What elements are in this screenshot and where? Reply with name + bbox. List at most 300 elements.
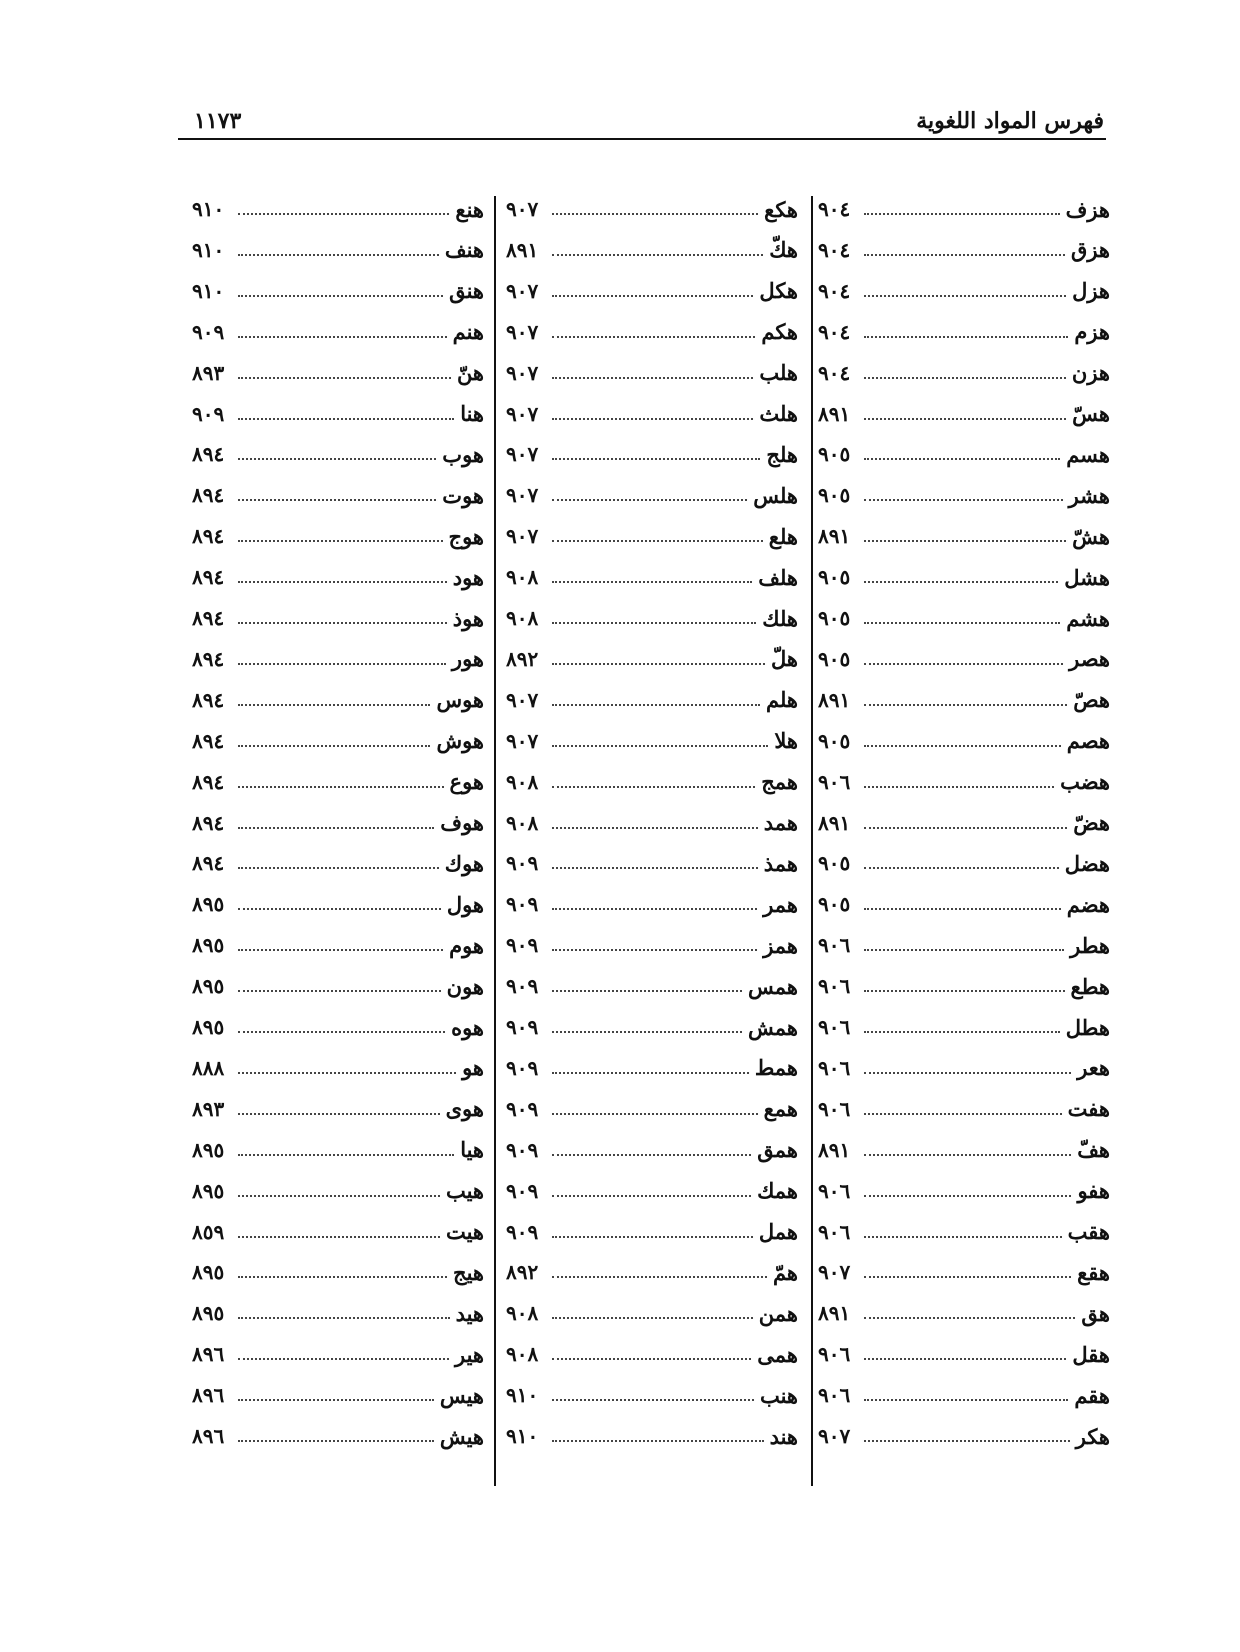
entry-word: هفت bbox=[1067, 1096, 1110, 1122]
entry-word: هشّ bbox=[1072, 523, 1110, 549]
index-entry bbox=[818, 358, 1110, 388]
entry-word: هوت bbox=[442, 482, 484, 508]
dot-leader bbox=[552, 704, 760, 706]
dot-leader bbox=[238, 418, 454, 420]
index-entry bbox=[506, 235, 798, 265]
entry-word: هطل bbox=[1065, 1014, 1110, 1040]
entry-page-number: ٩٠٩ bbox=[192, 401, 225, 426]
entry-word: هسم bbox=[1066, 441, 1110, 467]
dot-leader bbox=[552, 1072, 749, 1074]
index-entry bbox=[818, 1217, 1110, 1247]
index-entry bbox=[192, 276, 484, 306]
index-entry bbox=[818, 1298, 1110, 1328]
entry-word: هعر bbox=[1077, 1055, 1110, 1081]
entry-page-number: ٩٠٨ bbox=[506, 810, 539, 835]
entry-word: هضب bbox=[1060, 769, 1110, 795]
index-entry bbox=[506, 767, 798, 797]
entry-page-number: ٩٠٦ bbox=[818, 974, 851, 999]
entry-page-number: ٩٠٥ bbox=[818, 851, 851, 876]
index-entry bbox=[192, 562, 484, 592]
dot-leader bbox=[864, 745, 1061, 747]
entry-page-number: ٨٩١ bbox=[818, 810, 851, 835]
dot-leader bbox=[238, 1440, 434, 1442]
entry-word: همش bbox=[748, 1014, 798, 1040]
dot-leader bbox=[864, 1195, 1071, 1197]
dot-leader bbox=[864, 1154, 1071, 1156]
index-entry bbox=[818, 480, 1110, 510]
entry-word: همذ bbox=[763, 850, 798, 876]
index-entry bbox=[192, 399, 484, 429]
entry-page-number: ٨٩٤ bbox=[192, 851, 225, 876]
dot-leader bbox=[238, 1072, 456, 1074]
index-entry bbox=[818, 521, 1110, 551]
index-entry bbox=[818, 848, 1110, 878]
entry-word: هضّ bbox=[1073, 810, 1110, 835]
entry-page-number: ٨٩٥ bbox=[192, 1015, 225, 1039]
dot-leader bbox=[552, 336, 755, 338]
dot-leader bbox=[864, 949, 1064, 951]
entry-page-number: ٩٠٦ bbox=[818, 1219, 851, 1244]
entry-word: هنا bbox=[460, 401, 484, 426]
entry-page-number: ٩٠٨ bbox=[506, 606, 539, 630]
dot-leader bbox=[864, 499, 1063, 501]
index-entry bbox=[818, 889, 1110, 919]
entry-page-number: ٨٩٤ bbox=[192, 810, 225, 835]
index-entry bbox=[192, 521, 484, 551]
entry-page-number: ٩٠٥ bbox=[818, 483, 851, 508]
index-entry bbox=[192, 480, 484, 510]
entry-word: هشل bbox=[1064, 564, 1110, 590]
index-entry bbox=[506, 1053, 798, 1083]
dot-leader bbox=[238, 949, 443, 951]
dot-leader bbox=[238, 786, 444, 788]
entry-page-number: ٩٠٧ bbox=[506, 197, 539, 221]
entry-page-number: ٩٠٥ bbox=[818, 892, 851, 917]
index-entry bbox=[818, 1176, 1110, 1206]
entry-word: هنق bbox=[449, 278, 484, 304]
entry-page-number: ٩٠٦ bbox=[818, 1015, 851, 1039]
entry-word: همك bbox=[757, 1178, 798, 1204]
entry-page-number: ٩٠٧ bbox=[506, 278, 539, 303]
entry-page-number: ٩٠٧ bbox=[818, 1424, 851, 1448]
dot-leader bbox=[552, 786, 755, 788]
entry-word: هلس bbox=[753, 482, 798, 508]
entry-page-number: ٩٠٦ bbox=[818, 933, 851, 958]
index-entry bbox=[192, 930, 484, 960]
entry-page-number: ٨٩٣ bbox=[192, 360, 225, 385]
entry-word: هشر bbox=[1068, 482, 1110, 508]
entry-word: هلم bbox=[765, 687, 798, 713]
dot-leader bbox=[238, 663, 446, 665]
entry-page-number: ٩٠٩ bbox=[506, 1137, 539, 1162]
entry-page-number: ٨٩١ bbox=[818, 687, 851, 712]
entry-page-number: ٩٠٦ bbox=[818, 1383, 851, 1408]
dot-leader bbox=[552, 1276, 767, 1278]
dot-leader bbox=[238, 540, 443, 542]
dot-leader bbox=[552, 458, 760, 460]
dot-leader bbox=[552, 418, 753, 420]
entry-word: هقب bbox=[1067, 1219, 1110, 1244]
index-entry bbox=[192, 1217, 484, 1247]
index-entry bbox=[192, 1135, 484, 1165]
entry-page-number: ٨٩٦ bbox=[192, 1383, 225, 1408]
index-entry bbox=[506, 1012, 798, 1042]
entry-word: هزم bbox=[1074, 319, 1110, 345]
entry-page-number: ٩٠٤ bbox=[818, 278, 851, 303]
entry-page-number: ٩٠٦ bbox=[818, 1055, 851, 1080]
dot-leader bbox=[864, 990, 1065, 992]
index-entry bbox=[506, 644, 798, 674]
entry-page-number: ٨٩١ bbox=[818, 401, 851, 426]
entry-word: هنف bbox=[444, 237, 484, 263]
dot-leader bbox=[552, 1113, 758, 1115]
entry-page-number: ٩٠٨ bbox=[506, 1301, 539, 1326]
dot-leader bbox=[238, 990, 441, 992]
dot-leader bbox=[238, 1113, 440, 1115]
entry-word: هيد bbox=[455, 1300, 484, 1326]
index-entry bbox=[506, 1257, 798, 1287]
index-entry bbox=[506, 439, 798, 469]
entry-word: هند bbox=[769, 1423, 798, 1449]
index-entry bbox=[506, 521, 798, 551]
entry-word: هوع bbox=[449, 769, 484, 795]
index-entry bbox=[818, 767, 1110, 797]
entry-word: هزف bbox=[1065, 196, 1110, 222]
entry-word: همى bbox=[757, 1341, 798, 1367]
dot-leader bbox=[552, 1399, 754, 1401]
entry-word: همط bbox=[754, 1055, 798, 1081]
entry-word: همز bbox=[763, 932, 798, 958]
dot-leader bbox=[552, 1195, 751, 1197]
entry-word: هيج bbox=[453, 1259, 484, 1285]
page-number: ١١٧٣ bbox=[194, 108, 242, 134]
index-entry bbox=[192, 358, 484, 388]
entry-page-number: ٩١٠ bbox=[506, 1383, 539, 1408]
entry-page-number: ٨٩٤ bbox=[192, 565, 225, 590]
dot-leader bbox=[552, 949, 757, 951]
entry-page-number: ٩٠٤ bbox=[818, 197, 851, 221]
entry-word: هقع bbox=[1077, 1259, 1110, 1285]
dot-leader bbox=[864, 1236, 1062, 1238]
entry-page-number: ٨٩٥ bbox=[192, 933, 225, 958]
entry-word: همل bbox=[758, 1219, 798, 1244]
index-entry bbox=[192, 889, 484, 919]
dot-leader bbox=[552, 908, 757, 910]
dot-leader bbox=[864, 336, 1068, 338]
dot-leader bbox=[238, 1154, 454, 1156]
index-entry bbox=[506, 562, 798, 592]
dot-leader bbox=[238, 908, 441, 910]
entry-page-number: ٩٠٥ bbox=[818, 565, 851, 590]
entry-word: هصر bbox=[1069, 646, 1110, 672]
dot-leader bbox=[238, 867, 439, 869]
entry-word: هير bbox=[455, 1341, 484, 1367]
entry-word: هصّ bbox=[1073, 687, 1110, 713]
entry-word: همن bbox=[758, 1300, 798, 1326]
index-entry bbox=[192, 767, 484, 797]
dot-leader bbox=[864, 704, 1067, 706]
entry-page-number: ٨٩٦ bbox=[192, 1424, 225, 1448]
entry-word: هود bbox=[452, 564, 484, 590]
dot-leader bbox=[238, 458, 436, 460]
index-entry bbox=[506, 317, 798, 347]
entry-page-number: ٨٩٥ bbox=[192, 892, 225, 917]
entry-page-number: ٩٠٥ bbox=[818, 606, 851, 630]
entry-page-number: ٨٩١ bbox=[818, 524, 851, 549]
entry-page-number: ٨٩١ bbox=[506, 237, 539, 262]
entry-word: هصم bbox=[1066, 728, 1110, 754]
entry-word: هطر bbox=[1070, 932, 1110, 958]
entry-word: هوف bbox=[440, 810, 484, 835]
entry-page-number: ٨٩٤ bbox=[192, 606, 225, 630]
entry-page-number: ٩٠٧ bbox=[506, 728, 539, 753]
entry-word: هسّ bbox=[1072, 401, 1110, 426]
index-entry bbox=[192, 1339, 484, 1369]
dot-leader bbox=[552, 663, 765, 665]
entry-page-number: ٩٠٤ bbox=[818, 319, 851, 344]
entry-word: هلب bbox=[759, 360, 798, 386]
entry-word: هنم bbox=[452, 319, 484, 345]
dot-leader bbox=[238, 745, 430, 747]
index-entry bbox=[506, 1094, 798, 1124]
entry-page-number: ٩٠٩ bbox=[506, 1178, 539, 1203]
entry-word: هيش bbox=[439, 1423, 484, 1449]
index-entry bbox=[818, 1257, 1110, 1287]
entry-page-number: ٩١٠ bbox=[192, 237, 225, 262]
dot-leader bbox=[552, 499, 747, 501]
entry-word: همع bbox=[763, 1096, 798, 1122]
entry-page-number: ٩٠٧ bbox=[506, 319, 539, 344]
index-entry bbox=[818, 726, 1110, 756]
entry-page-number: ٩٠٧ bbox=[506, 360, 539, 385]
entry-page-number: ٨٩٥ bbox=[192, 974, 225, 999]
index-column-middle bbox=[506, 194, 798, 1484]
entry-page-number: ٩٠٩ bbox=[506, 851, 539, 876]
index-entry bbox=[818, 317, 1110, 347]
entry-page-number: ٩٠٨ bbox=[506, 565, 539, 590]
entry-page-number: ٩٠٩ bbox=[506, 933, 539, 958]
dot-leader bbox=[864, 1399, 1068, 1401]
dot-leader bbox=[552, 540, 763, 542]
entry-word: هلث bbox=[759, 401, 798, 426]
index-entry bbox=[192, 644, 484, 674]
dot-leader bbox=[864, 458, 1060, 460]
dot-leader bbox=[864, 1358, 1066, 1360]
index-entry bbox=[818, 194, 1110, 224]
entry-word: هوذ bbox=[452, 605, 484, 631]
index-entry bbox=[506, 930, 798, 960]
dot-leader bbox=[552, 867, 758, 869]
dot-leader bbox=[238, 1317, 450, 1319]
index-entry bbox=[506, 726, 798, 756]
entry-page-number: ٨٩٤ bbox=[192, 646, 225, 671]
entry-word: هكع bbox=[764, 196, 798, 222]
index-entry bbox=[818, 235, 1110, 265]
entry-page-number: ٩٠٧ bbox=[506, 442, 539, 467]
index-column-right bbox=[818, 194, 1110, 1484]
entry-word: هيت bbox=[445, 1219, 484, 1244]
entry-page-number: ٩٠٧ bbox=[506, 483, 539, 508]
entry-word: هيب bbox=[445, 1178, 484, 1204]
dot-leader bbox=[864, 254, 1065, 256]
index-entry bbox=[506, 1298, 798, 1328]
index-entry bbox=[192, 1298, 484, 1328]
index-entry bbox=[192, 194, 484, 224]
dot-leader bbox=[864, 213, 1060, 215]
index-entry bbox=[192, 1094, 484, 1124]
index-entry bbox=[818, 1421, 1110, 1451]
entry-page-number: ٩٠٨ bbox=[506, 1342, 539, 1367]
index-entry bbox=[506, 603, 798, 633]
entry-word: هلا bbox=[774, 728, 798, 754]
dot-leader bbox=[864, 622, 1060, 624]
entry-word: همق bbox=[757, 1137, 798, 1163]
entry-page-number: ٨٩٤ bbox=[192, 524, 225, 549]
dot-leader bbox=[864, 1113, 1062, 1115]
entry-word: هنع bbox=[455, 196, 484, 222]
dot-leader bbox=[552, 1440, 764, 1442]
entry-word: هكم bbox=[761, 319, 798, 345]
entry-page-number: ٩٠٦ bbox=[818, 1342, 851, 1367]
index-entry bbox=[818, 1094, 1110, 1124]
index-entry bbox=[506, 848, 798, 878]
entry-page-number: ٩٠٩ bbox=[506, 1096, 539, 1121]
entry-word: هوش bbox=[436, 728, 484, 754]
dot-leader bbox=[238, 827, 434, 829]
index-entry bbox=[506, 358, 798, 388]
entry-page-number: ٩٠٧ bbox=[818, 1260, 851, 1285]
entry-page-number: ٩٠٧ bbox=[506, 687, 539, 712]
index-entry bbox=[192, 1012, 484, 1042]
entry-page-number: ٨٩٦ bbox=[192, 1342, 225, 1367]
entry-page-number: ٨٩١ bbox=[818, 1137, 851, 1162]
entry-word: هلك bbox=[762, 605, 798, 631]
entry-page-number: ٨٩٣ bbox=[192, 1096, 225, 1121]
page-header bbox=[178, 108, 1106, 140]
entry-word: هزق bbox=[1071, 237, 1110, 263]
entry-word: هضم bbox=[1066, 891, 1110, 917]
entry-page-number: ٩٠٤ bbox=[818, 360, 851, 385]
entry-page-number: ٨٩٥ bbox=[192, 1178, 225, 1203]
entry-page-number: ٨٩٤ bbox=[192, 769, 225, 794]
entry-word: هفو bbox=[1077, 1178, 1110, 1204]
index-entry bbox=[192, 685, 484, 715]
dot-leader bbox=[864, 867, 1059, 869]
dot-leader bbox=[238, 254, 439, 256]
dot-leader bbox=[864, 418, 1066, 420]
entry-word: هزل bbox=[1072, 278, 1110, 304]
entry-page-number: ٨٩٤ bbox=[192, 483, 225, 508]
entry-page-number: ٨٩٢ bbox=[506, 646, 539, 671]
entry-page-number: ٩٠٩ bbox=[506, 892, 539, 917]
index-entry bbox=[506, 1176, 798, 1206]
entry-page-number: ٩٠٩ bbox=[506, 1219, 539, 1244]
dot-leader bbox=[238, 499, 436, 501]
dot-leader bbox=[552, 1236, 753, 1238]
entry-word: هيا bbox=[460, 1137, 484, 1163]
index-entry bbox=[506, 276, 798, 306]
dot-leader bbox=[552, 827, 758, 829]
entry-page-number: ٨٩٤ bbox=[192, 442, 225, 467]
index-entry bbox=[818, 1380, 1110, 1410]
entry-word: هنّ bbox=[456, 360, 484, 386]
dot-leader bbox=[238, 1236, 440, 1238]
dot-leader bbox=[864, 1317, 1075, 1319]
index-entry bbox=[818, 1339, 1110, 1369]
index-entry bbox=[192, 1380, 484, 1410]
entry-word: هكّ bbox=[769, 237, 798, 263]
page-title: فهرس المواد اللغوية bbox=[916, 108, 1104, 134]
dot-leader bbox=[238, 336, 447, 338]
entry-word: هطع bbox=[1070, 973, 1110, 999]
entry-page-number: ٩٠٦ bbox=[818, 1178, 851, 1203]
index-column-left bbox=[192, 194, 484, 1484]
dot-leader bbox=[238, 377, 451, 379]
entry-page-number: ٩٠٧ bbox=[506, 401, 539, 426]
dot-leader bbox=[552, 254, 763, 256]
entry-page-number: ٩٠٦ bbox=[818, 1096, 851, 1121]
entry-page-number: ٨٥٩ bbox=[192, 1219, 225, 1244]
index-entry bbox=[506, 685, 798, 715]
entry-page-number: ٨٩٤ bbox=[192, 687, 225, 712]
entry-word: هوب bbox=[442, 441, 484, 467]
dot-leader bbox=[238, 622, 447, 624]
entry-page-number: ٨٩٥ bbox=[192, 1260, 225, 1285]
index-entry bbox=[818, 439, 1110, 469]
dot-leader bbox=[552, 295, 753, 297]
dot-leader bbox=[552, 990, 742, 992]
entry-word: هلف bbox=[758, 564, 798, 590]
index-entry bbox=[192, 848, 484, 878]
entry-word: هق bbox=[1081, 1300, 1110, 1326]
dot-leader bbox=[552, 1154, 751, 1156]
entry-page-number: ٨٩٥ bbox=[192, 1137, 225, 1162]
entry-page-number: ٨٩٤ bbox=[192, 728, 225, 753]
index-entry bbox=[818, 1053, 1110, 1083]
dot-leader bbox=[864, 377, 1066, 379]
entry-word: همج bbox=[761, 769, 798, 795]
dot-leader bbox=[238, 1399, 434, 1401]
index-entry bbox=[818, 644, 1110, 674]
entry-word: هكر bbox=[1075, 1423, 1110, 1449]
entry-page-number: ٨٨٨ bbox=[192, 1055, 225, 1080]
index-entry bbox=[818, 971, 1110, 1001]
entry-page-number: ٩١٠ bbox=[506, 1424, 539, 1448]
dot-leader bbox=[864, 786, 1054, 788]
entry-page-number: ٩٠٨ bbox=[506, 769, 539, 794]
entry-page-number: ٩٠٩ bbox=[506, 1055, 539, 1080]
dot-leader bbox=[552, 745, 768, 747]
entry-page-number: ٩٠٩ bbox=[192, 319, 225, 344]
entry-word: هوك bbox=[444, 850, 484, 876]
index-entry bbox=[506, 889, 798, 919]
entry-page-number: ٩٠٩ bbox=[506, 974, 539, 999]
entry-word: هلع bbox=[768, 523, 798, 549]
dot-leader bbox=[238, 1276, 447, 1278]
entry-page-number: ٩٠٩ bbox=[506, 1015, 539, 1039]
entry-word: هلّ bbox=[771, 646, 798, 672]
index-entry bbox=[818, 1012, 1110, 1042]
entry-word: هون bbox=[446, 973, 484, 999]
dot-leader bbox=[238, 704, 430, 706]
dot-leader bbox=[864, 827, 1067, 829]
dot-leader bbox=[238, 1195, 440, 1197]
entry-page-number: ٩١٠ bbox=[192, 278, 225, 303]
entry-word: هو bbox=[462, 1055, 484, 1081]
index-entry bbox=[192, 971, 484, 1001]
entry-word: هنب bbox=[759, 1382, 798, 1408]
index-entry bbox=[818, 808, 1110, 838]
